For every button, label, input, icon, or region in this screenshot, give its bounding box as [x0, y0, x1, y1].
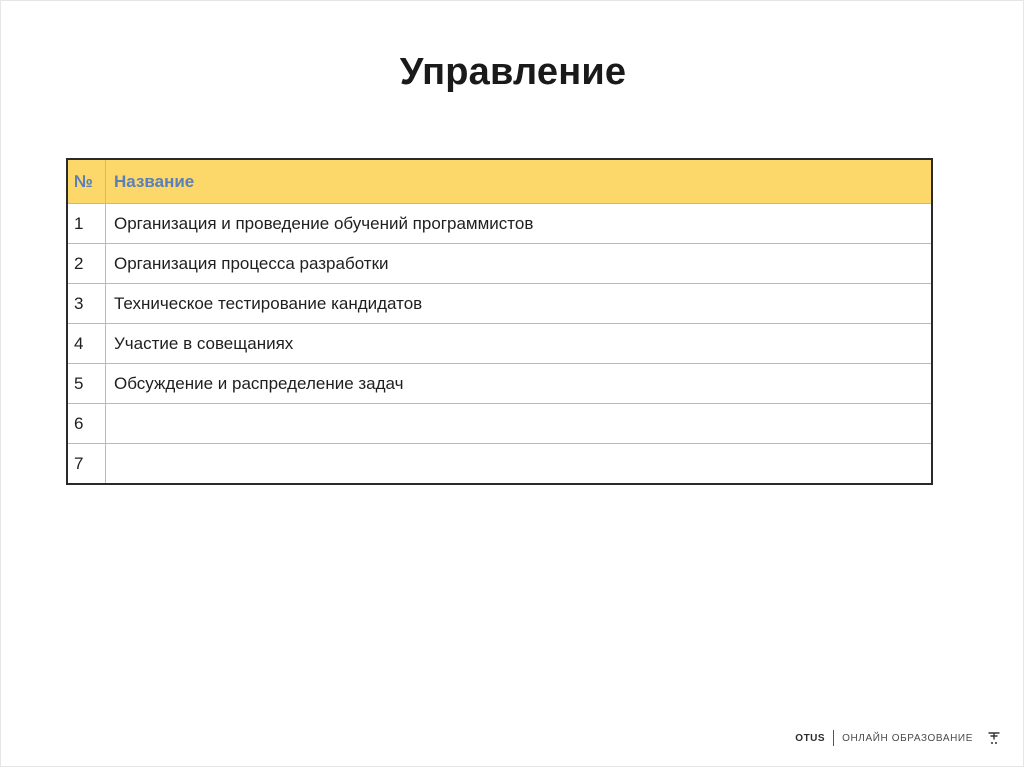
- table-row: [68, 244, 932, 284]
- table-header-row: [68, 160, 932, 204]
- footer-brand: OTUS: [795, 732, 826, 744]
- row-number: 7: [68, 444, 106, 484]
- row-number: 5: [68, 364, 106, 404]
- row-number: 6: [68, 404, 106, 444]
- task-table: [67, 159, 932, 484]
- table-row: [68, 204, 932, 244]
- table-row: [68, 364, 932, 404]
- header-name: Название: [106, 160, 932, 204]
- row-name: Организация и проведение обучений программистов: [106, 204, 932, 244]
- otus-logo-icon: [987, 730, 1001, 746]
- header-number: №: [68, 160, 106, 204]
- row-number: 1: [68, 204, 106, 244]
- row-name: Организация процесса разработки: [106, 244, 932, 284]
- row-name: [106, 404, 932, 444]
- table-row: [68, 284, 932, 324]
- row-number: 2: [68, 244, 106, 284]
- slide-title: Управление: [399, 51, 627, 93]
- table-row: [68, 444, 932, 484]
- footer-tagline: ОНЛАЙН ОБРАЗОВАНИЕ: [842, 732, 973, 744]
- footer-branding: [795, 730, 1001, 746]
- row-name: Обсуждение и распределение задач: [106, 364, 932, 404]
- row-name: Участие в совещаниях: [106, 324, 932, 364]
- row-number: 3: [68, 284, 106, 324]
- row-name: Техническое тестирование кандидатов: [106, 284, 932, 324]
- row-name: [106, 444, 932, 484]
- row-number: 4: [68, 324, 106, 364]
- table-row: [68, 404, 932, 444]
- footer-divider: [833, 730, 834, 746]
- table-row: [68, 324, 932, 364]
